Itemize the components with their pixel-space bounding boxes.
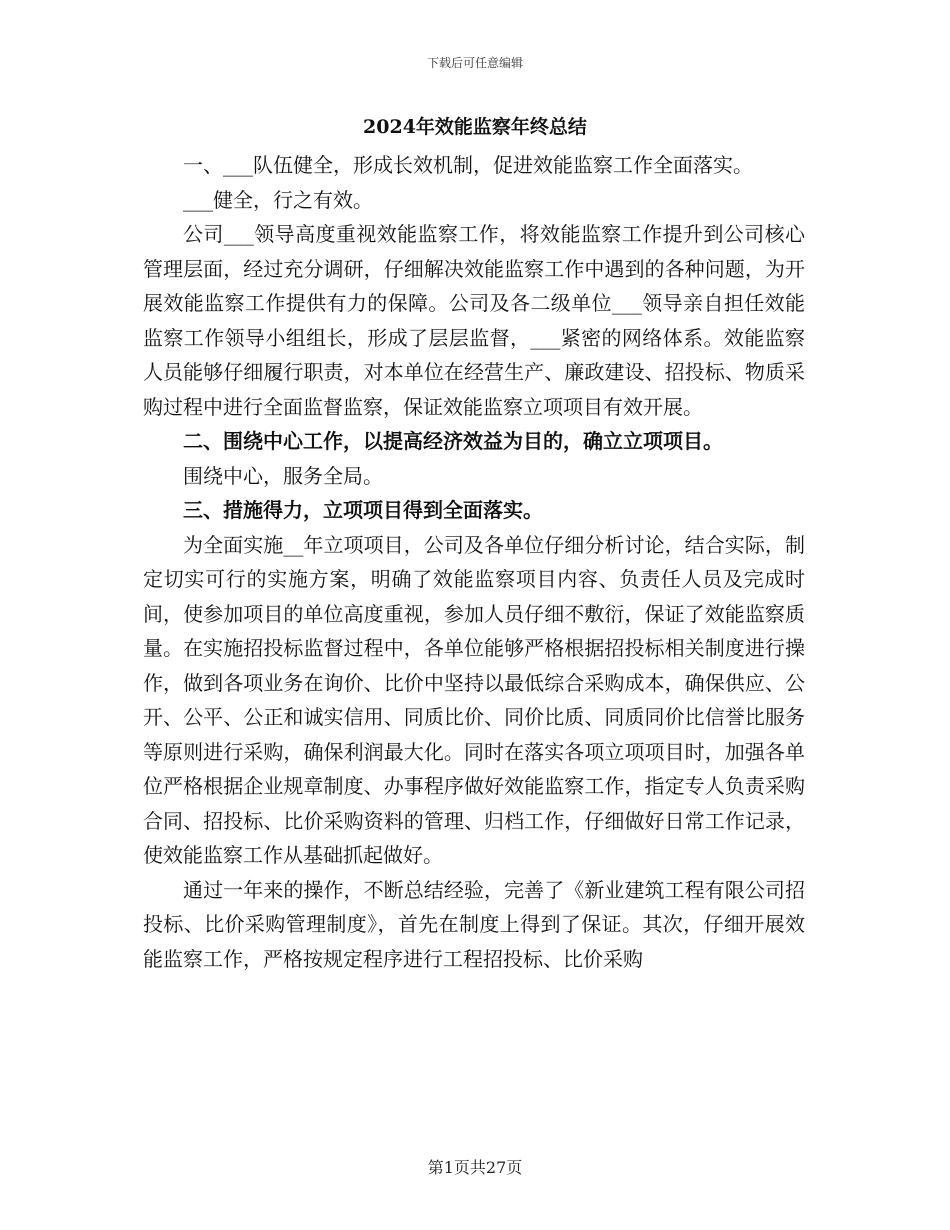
- document-body: [143, 148, 805, 976]
- section-heading-2: 二、围绕中心工作，以提高经济效益为目的，确立立项项目。: [183, 429, 723, 453]
- paragraph-7: 为全面实施__年立项项目，公司及各单位仔细分析讨论，结合实际，制定切实可行的实施方案，明确了效能监察项目内容、负责任人员及完成时间，使参加项目的单位高度重视，参加人员仔细不敷衍，保证了效能监察质量。在实施招投标监督过程中，各单位能够严格根据招投标相关制度进行操作，做到各项业务在询价、比价中坚持以最低综合采购成本，确保供应、公开、公平、公正和诚实信用、同质比价、同价比质、同质同价比信誉比服务等原则进行采购，确保利润最大化。同时在落实各项立项项目时，加强各单位严格根据企业规章制度、办事程序做好效能监察工作，指定专人负责采购合同、招投标、比价采购资料的管理、归档工作，仔细做好日常工作记录，使效能监察工作从基础抓起做好。: [143, 532, 805, 867]
- paragraph-3: 公司___领导高度重视效能监察工作，将效能监察工作提升到公司核心管理层面，经过充分调研，仔细解决效能监察工作中遇到的各种问题，为开展效能监察工作提供有力的保障。公司及各二级单位___领导亲自担任效能监察工作领导小组组长，形成了层层监督，___紧密的网络体系。效能监察人员能够仔细履行职责，对本单位在经营生产、廉政建设、招投标、物质采购过程中进行全面监督监察，保证效能监察立项项目有效开展。: [143, 222, 805, 419]
- page-number-footer: 第1页共27页: [427, 1158, 523, 1177]
- paragraph-8: 通过一年来的操作，不断总结经验，完善了《新业建筑工程有限公司招投标、比价采购管理制度》，首先在制度上得到了保证。其次，仔细开展效能监察工作，严格按规定程序进行工程招投标、比价采购: [143, 877, 805, 971]
- paragraph-5: 围绕中心，服务全局。: [183, 463, 383, 488]
- document-title: 2024年效能监察年终总结: [363, 116, 587, 138]
- section-heading-3: 三、措施得力，立项项目得到全面落实。: [183, 498, 543, 522]
- page-header-note: 下载后可任意编辑: [426, 56, 523, 70]
- paragraph-1: 一、___队伍健全，形成长效机制，促进效能监察工作全面落实。: [183, 153, 753, 177]
- paragraph-2: ___健全，行之有效。: [183, 187, 373, 212]
